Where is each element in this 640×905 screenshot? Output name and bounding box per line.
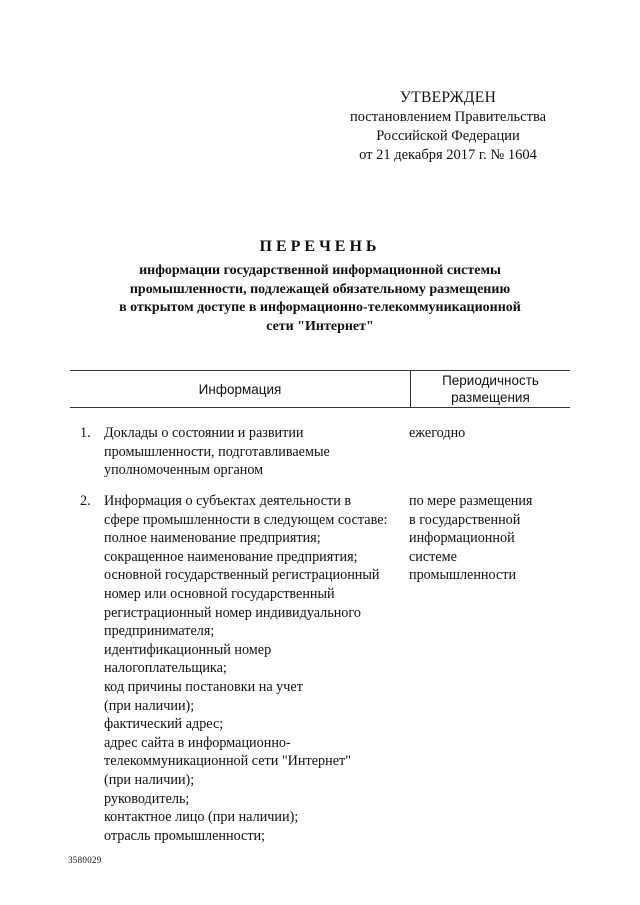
- column-header-periodicity-line: Периодичность: [442, 373, 539, 388]
- row-info-line: Информация о субъектах деятельности в: [104, 493, 352, 509]
- row-info-line: (при наличии);: [104, 697, 195, 714]
- row-period-line: промышленности: [409, 567, 517, 584]
- row-info: [104, 492, 410, 845]
- row-periodicity: [409, 424, 569, 443]
- row-period-line: по мере размещения: [409, 493, 533, 509]
- row-info-line: полное наименование предприятия;: [104, 530, 321, 547]
- subtitle-line: в открытом доступе в информационно-телекоммуникационной: [119, 300, 521, 315]
- row-info-line: промышленности, подготавливаемые: [104, 443, 330, 460]
- subtitle-line: сети "Интернет": [266, 318, 374, 334]
- subtitle-line: информации государственной информационной системы: [139, 263, 501, 278]
- row-period-line: системе: [409, 548, 457, 565]
- approval-line: Российской Федерации: [376, 128, 520, 144]
- row-info-line: регистрационный номер индивидуального: [104, 604, 361, 621]
- row-number: 1.: [80, 425, 91, 441]
- approval-heading: УТВЕРЖДЕН: [399, 89, 497, 106]
- row-info-line: налогоплательщика;: [104, 660, 227, 677]
- row-period-line: информационной: [409, 530, 515, 547]
- document-title: ПЕРЕЧЕНЬ: [259, 238, 381, 255]
- row-info-line: контактное лицо (при наличии);: [104, 809, 299, 826]
- row-number: 2.: [80, 493, 91, 509]
- subtitle-line: промышленности, подлежащей обязательному размещению: [129, 281, 511, 297]
- table-header: [70, 370, 570, 408]
- row-info-line: адрес сайта в информационно-: [104, 734, 291, 751]
- row-info-line: (при наличии);: [104, 771, 195, 788]
- document-code: 3580029: [68, 855, 102, 865]
- row-info-line: Доклады о состоянии и развитии: [104, 425, 304, 441]
- row-info-line: основной государственный регистрационный: [104, 567, 380, 584]
- row-periodicity: [409, 492, 569, 585]
- row-info-line: сокращенное наименование предприятия;: [104, 548, 358, 565]
- row-info-line: номер или основной государственный: [104, 585, 335, 602]
- row-info-line: сфере промышленности в следующем составе:: [104, 511, 388, 528]
- row-period-line: ежегодно: [409, 425, 466, 441]
- row-info-line: руководитель;: [104, 790, 190, 807]
- row-info-line: код причины постановки на учет: [104, 678, 303, 695]
- row-info-line: идентификационный номер: [104, 641, 272, 658]
- column-header-periodicity-line: размещения: [451, 390, 530, 405]
- document-subtitle: [75, 262, 565, 336]
- column-header-periodicity: [411, 371, 570, 407]
- column-header-info: Информация: [198, 381, 282, 397]
- approval-line: постановлением Правительства: [349, 109, 547, 125]
- row-info-line: предпринимателя;: [104, 623, 215, 640]
- row-info-line: отрасль промышленности;: [104, 827, 266, 844]
- row-info-line: уполномоченным органом: [104, 462, 264, 479]
- approval-line: от 21 декабря 2017 г. № 1604: [359, 147, 537, 163]
- approval-block: [330, 88, 566, 165]
- row-period-line: в государственной: [409, 511, 521, 528]
- row-info-line: телекоммуникационной сети "Интернет": [104, 753, 351, 770]
- row-info-line: фактический адрес;: [104, 716, 224, 733]
- row-info: [104, 424, 410, 480]
